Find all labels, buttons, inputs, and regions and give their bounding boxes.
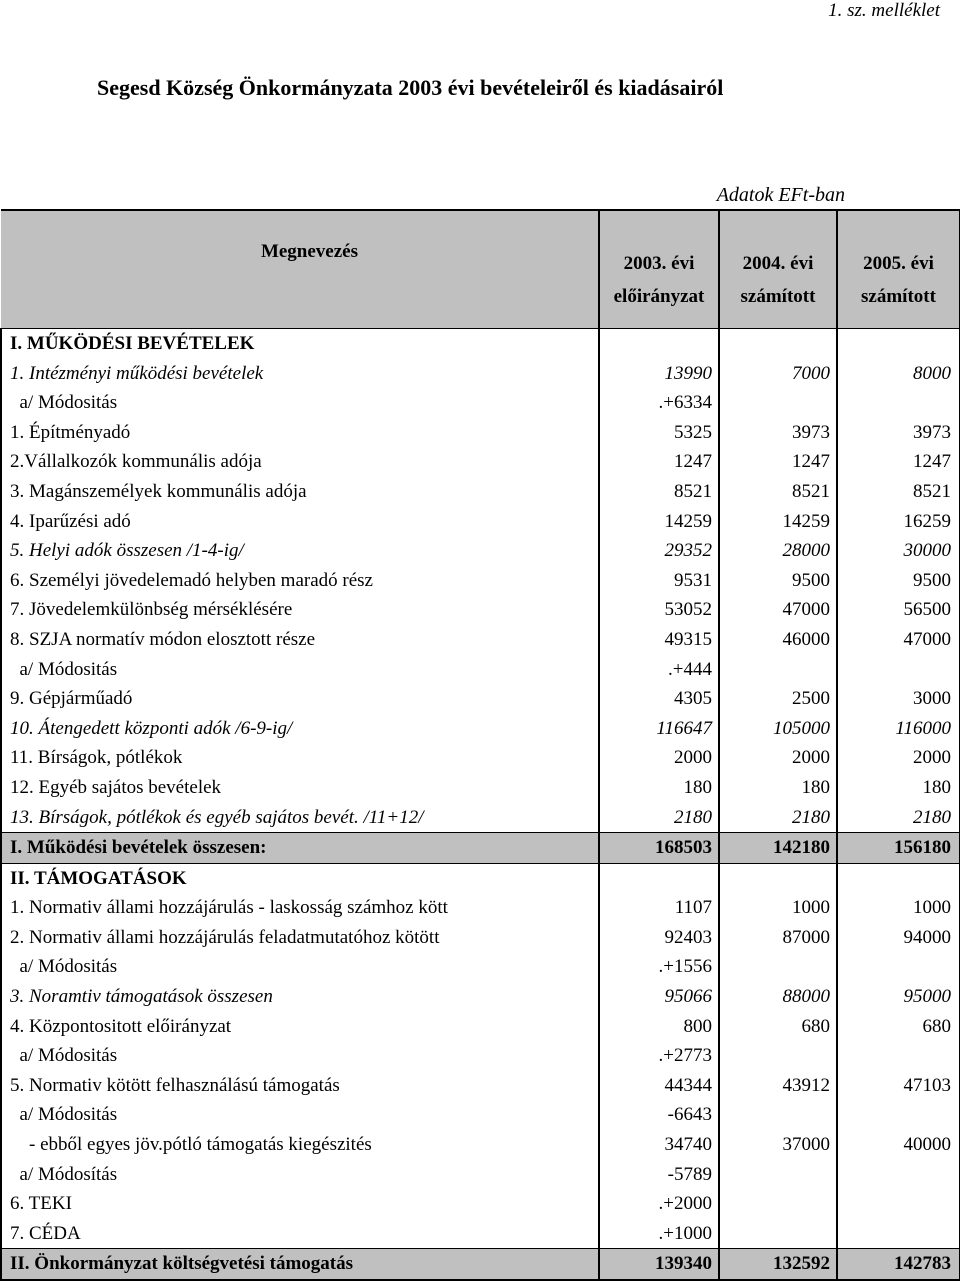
row-value-2003: 5325: [599, 418, 719, 448]
row-name: 11. Bírságok, pótlékok: [1, 743, 599, 773]
row-value-2004: 132592: [719, 1249, 837, 1280]
header-2003: [599, 210, 719, 329]
row-value-2004: [719, 863, 837, 893]
row-value-2003: 4305: [599, 684, 719, 714]
row-value-2005: [837, 1160, 960, 1190]
row-value-2003: 34740: [599, 1130, 719, 1160]
table-row: [1, 982, 960, 1012]
row-name: 8. SZJA normatív módon elosztott része: [1, 625, 599, 655]
row-value-2005: [837, 1219, 960, 1249]
row-name: a/ Módositás: [1, 952, 599, 982]
row-name: 9. Gépjárműadó: [1, 684, 599, 714]
row-value-2004: 8521: [719, 477, 837, 507]
row-name: 10. Átengedett központi adók /6-9-ig/: [1, 714, 599, 744]
row-name: 2. Normativ állami hozzájárulás feladatmutatóhoz kötött: [1, 923, 599, 953]
row-value-2003: 139340: [599, 1249, 719, 1280]
row-value-2003: .+1000: [599, 1219, 719, 1249]
table-row: [1, 566, 960, 596]
table-header-row: [1, 210, 960, 329]
table-row: [1, 447, 960, 477]
row-value-2003: .+444: [599, 655, 719, 685]
row-value-2003: 49315: [599, 625, 719, 655]
row-value-2003: 29352: [599, 536, 719, 566]
row-value-2003: 95066: [599, 982, 719, 1012]
table-row: [1, 1219, 960, 1249]
row-value-2003: .+2000: [599, 1189, 719, 1219]
row-value-2005: [837, 1189, 960, 1219]
row-name: II. Önkormányzat költségvetési támogatás: [1, 1249, 599, 1280]
row-value-2003: .+6334: [599, 388, 719, 418]
row-value-2004: 180: [719, 773, 837, 803]
row-value-2005: [837, 952, 960, 982]
row-name: 5. Helyi adók összesen /1-4-ig/: [1, 536, 599, 566]
row-value-2005: [837, 1041, 960, 1071]
unit-note: Adatok EFt-ban: [716, 184, 845, 206]
row-name: - ebből egyes jöv.pótló támogatás kiegészités: [1, 1130, 599, 1160]
table-row: [1, 743, 960, 773]
row-value-2005: 47000: [837, 625, 960, 655]
row-value-2004: [719, 1041, 837, 1071]
row-name: a/ Módositás: [1, 388, 599, 418]
row-value-2003: 116647: [599, 714, 719, 744]
row-value-2005: 1247: [837, 447, 960, 477]
row-value-2005: [837, 1100, 960, 1130]
header-2004-line2: számított: [740, 285, 816, 307]
table-row: [1, 418, 960, 448]
header-2004-line1: 2004. évi: [742, 252, 814, 274]
row-name: 1. Normativ állami hozzájárulás - laskosság számhoz kött: [1, 893, 599, 923]
row-value-2005: 8521: [837, 477, 960, 507]
table-row: [1, 863, 960, 893]
table-row: [1, 803, 960, 833]
row-value-2004: 2500: [719, 684, 837, 714]
row-value-2004: [719, 1100, 837, 1130]
row-value-2004: 9500: [719, 566, 837, 596]
row-value-2005: 56500: [837, 595, 960, 625]
row-value-2005: 2000: [837, 743, 960, 773]
row-name: 7. Jövedelemkülönbség mérséklésére: [1, 595, 599, 625]
row-value-2005: 156180: [837, 833, 960, 864]
row-name: II. TÁMOGATÁSOK: [1, 863, 599, 893]
row-value-2003: 2000: [599, 743, 719, 773]
table-row: [1, 1249, 960, 1280]
header-2003-line2: előirányzat: [613, 285, 705, 307]
row-value-2004: 47000: [719, 595, 837, 625]
row-name: 3. Noramtiv támogatások összesen: [1, 982, 599, 1012]
header-2004: [719, 210, 837, 329]
row-value-2004: [719, 1160, 837, 1190]
table-row: [1, 1012, 960, 1042]
row-value-2004: 142180: [719, 833, 837, 864]
row-value-2003: 92403: [599, 923, 719, 953]
row-value-2004: 87000: [719, 923, 837, 953]
row-value-2004: [719, 329, 837, 359]
row-value-2003: 13990: [599, 359, 719, 389]
row-name: 1. Intézményi működési bevételek: [1, 359, 599, 389]
table-row: [1, 1071, 960, 1101]
row-value-2004: 3973: [719, 418, 837, 448]
table-row: [1, 1189, 960, 1219]
row-value-2004: 88000: [719, 982, 837, 1012]
row-value-2003: -6643: [599, 1100, 719, 1130]
row-name: I. MŰKÖDÉSI BEVÉTELEK: [1, 329, 599, 359]
row-name: 12. Egyéb sajátos bevételek: [1, 773, 599, 803]
table-row: [1, 923, 960, 953]
row-name: 1. Építményadó: [1, 418, 599, 448]
row-name: 4. Iparűzési adó: [1, 507, 599, 537]
row-value-2004: 2180: [719, 803, 837, 833]
row-value-2005: 16259: [837, 507, 960, 537]
row-value-2003: 14259: [599, 507, 719, 537]
row-value-2003: 1107: [599, 893, 719, 923]
row-value-2005: 8000: [837, 359, 960, 389]
table-row: [1, 359, 960, 389]
header-name: Megnevezés: [1, 210, 599, 329]
row-name: 6. TEKI: [1, 1189, 599, 1219]
row-value-2003: .+2773: [599, 1041, 719, 1071]
row-value-2005: 47103: [837, 1071, 960, 1101]
row-value-2005: 680: [837, 1012, 960, 1042]
table-row: [1, 388, 960, 418]
row-value-2004: 7000: [719, 359, 837, 389]
row-value-2005: [837, 863, 960, 893]
table-row: [1, 477, 960, 507]
header-2005: [837, 210, 960, 329]
row-name: 13. Bírságok, pótlékok és egyéb sajátos bevét. /11+12/: [1, 803, 599, 833]
table-row: [1, 536, 960, 566]
row-name: 2.Vállalkozók kommunális adója: [1, 447, 599, 477]
row-value-2003: 53052: [599, 595, 719, 625]
row-value-2004: [719, 1189, 837, 1219]
row-value-2005: [837, 655, 960, 685]
row-value-2005: 40000: [837, 1130, 960, 1160]
row-value-2003: 180: [599, 773, 719, 803]
table-row: [1, 833, 960, 864]
row-value-2004: 43912: [719, 1071, 837, 1101]
table-row: [1, 1041, 960, 1071]
row-name: a/ Módositás: [1, 1100, 599, 1130]
table-row: [1, 625, 960, 655]
row-value-2004: [719, 655, 837, 685]
row-value-2005: [837, 329, 960, 359]
row-name: a/ Módositás: [1, 1041, 599, 1071]
row-value-2003: [599, 863, 719, 893]
row-value-2003: 800: [599, 1012, 719, 1042]
row-value-2005: 30000: [837, 536, 960, 566]
table-row: [1, 655, 960, 685]
row-value-2003: .+1556: [599, 952, 719, 982]
row-value-2004: 105000: [719, 714, 837, 744]
row-value-2005: 1000: [837, 893, 960, 923]
budget-table: [0, 209, 960, 1281]
header-2003-line1: 2003. évi: [623, 252, 695, 274]
row-value-2005: 180: [837, 773, 960, 803]
table-row: [1, 773, 960, 803]
row-name: 6. Személyi jövedelemadó helyben maradó rész: [1, 566, 599, 596]
row-value-2005: 3000: [837, 684, 960, 714]
table-row: [1, 1130, 960, 1160]
table-body: [1, 329, 960, 1281]
row-value-2005: 9500: [837, 566, 960, 596]
annex-label: 1. sz. melléklet: [828, 0, 940, 21]
row-value-2004: [719, 1219, 837, 1249]
row-name: a/ Módositás: [1, 655, 599, 685]
row-name: 7. CÉDA: [1, 1219, 599, 1249]
row-value-2003: -5789: [599, 1160, 719, 1190]
row-value-2004: 1247: [719, 447, 837, 477]
row-value-2004: 2000: [719, 743, 837, 773]
row-value-2005: [837, 388, 960, 418]
table-row: [1, 714, 960, 744]
row-name: 3. Magánszemélyek kommunális adója: [1, 477, 599, 507]
row-value-2004: 37000: [719, 1130, 837, 1160]
table-row: [1, 507, 960, 537]
row-value-2004: 1000: [719, 893, 837, 923]
row-value-2003: 8521: [599, 477, 719, 507]
table-row: [1, 893, 960, 923]
document-title: Segesd Község Önkormányzata 2003 évi bevételeiről és kiadásairól: [97, 75, 724, 100]
row-value-2004: 28000: [719, 536, 837, 566]
row-value-2003: 44344: [599, 1071, 719, 1101]
table-row: [1, 595, 960, 625]
row-value-2005: 2180: [837, 803, 960, 833]
row-name: I. Működési bevételek összesen:: [1, 833, 599, 864]
row-name: a/ Módosítás: [1, 1160, 599, 1190]
row-value-2003: 168503: [599, 833, 719, 864]
row-value-2003: 9531: [599, 566, 719, 596]
row-value-2005: 94000: [837, 923, 960, 953]
row-name: 5. Normativ kötött felhasználású támogatás: [1, 1071, 599, 1101]
table-row: [1, 329, 960, 359]
row-value-2005: 95000: [837, 982, 960, 1012]
row-value-2004: 14259: [719, 507, 837, 537]
header-2005-line1: 2005. évi: [863, 252, 934, 274]
table-row: [1, 684, 960, 714]
row-name: 4. Központositott előirányzat: [1, 1012, 599, 1042]
row-value-2005: 116000: [837, 714, 960, 744]
row-value-2003: [599, 329, 719, 359]
header-2005-line2: számított: [861, 285, 936, 307]
row-value-2004: 680: [719, 1012, 837, 1042]
table-row: [1, 952, 960, 982]
row-value-2004: [719, 388, 837, 418]
table-row: [1, 1100, 960, 1130]
row-value-2005: 142783: [837, 1249, 960, 1280]
row-value-2003: 1247: [599, 447, 719, 477]
row-value-2004: [719, 952, 837, 982]
table-row: [1, 1160, 960, 1190]
row-value-2005: 3973: [837, 418, 960, 448]
row-value-2003: 2180: [599, 803, 719, 833]
row-value-2004: 46000: [719, 625, 837, 655]
